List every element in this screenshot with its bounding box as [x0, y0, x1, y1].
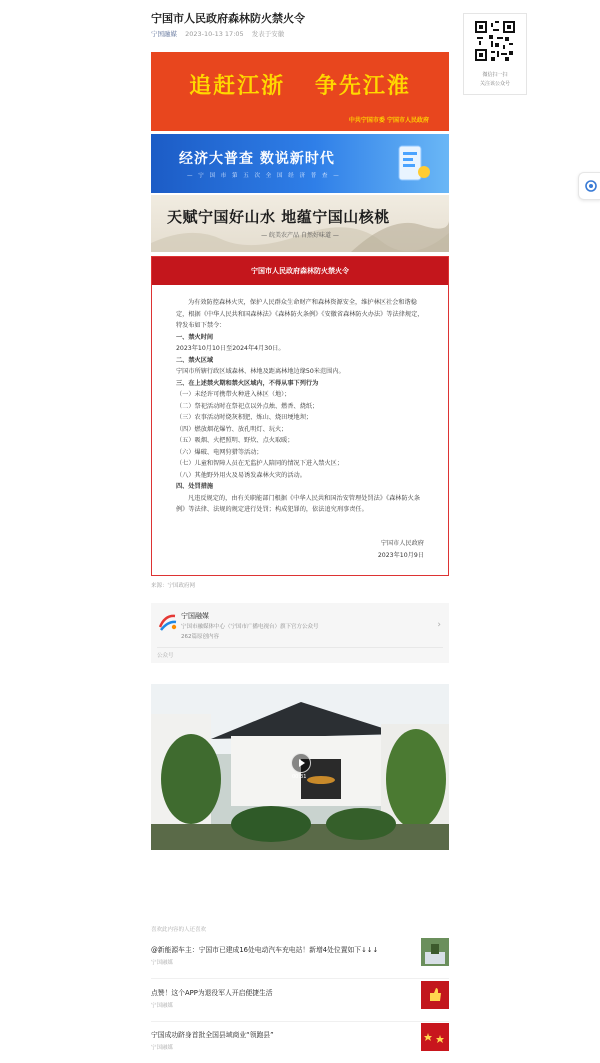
- side-float-button[interactable]: [578, 172, 600, 200]
- prohibited-item: （四）燃放烟花爆竹、放孔明灯、玩火；: [176, 425, 288, 433]
- section-penalty-title: 四、处罚措施: [176, 483, 214, 490]
- qr-code-icon: [475, 21, 515, 61]
- article-meta: [151, 29, 284, 38]
- section-area-text: 宁国市所辖行政区域森林、林地及距离林地边缘50米范围内。: [176, 368, 345, 375]
- notice-intro: 为有效防控森林火灾，保护人民群众生命财产和森林资源安全，维护林区社会和谐稳定，根据《中华人民共和国森林法》《森林防火条例》《安徽省森林防火办法》等法律规定，特发布如下禁令：: [176, 299, 424, 329]
- banner-slogan-right: 争先江淮: [314, 73, 411, 99]
- divider: [151, 1021, 449, 1022]
- prohibited-item: （三）农事活动时烧灰积肥、炼山、烧田埂地坝；: [176, 414, 313, 421]
- article-title: 宁国市人民政府森林防火禁火令: [151, 12, 305, 25]
- recommend-thumbnail: [421, 938, 449, 966]
- recommend-title: @新能源车主：宁国市已建成16处电动汽车充电站！新增4处位置如下↓↓↓: [151, 946, 379, 954]
- section-area-title: 二、禁火区域: [176, 356, 214, 364]
- recommend-source: 宁国融媒: [151, 1003, 174, 1009]
- refresh-icon: [584, 179, 598, 193]
- fire-ban-notice: [151, 256, 449, 576]
- account-type-label: 公众号: [157, 653, 174, 659]
- banner-economic-census: [151, 134, 449, 193]
- banner-hickory-sub: — 皖美农产品 自然好味道 —: [261, 232, 339, 239]
- account-article-count: 262篇原创内容: [181, 634, 219, 640]
- recommend-source: 宁国融媒: [151, 960, 174, 966]
- notice-heading: 宁国市人民政府森林防火禁火令: [152, 257, 448, 285]
- section-time-title: 一、禁火时间: [176, 333, 214, 341]
- banner-census-title: 经济大普查 数说新时代: [179, 151, 335, 167]
- banner-zhejiang: [151, 52, 449, 131]
- prohibited-item: （八）其他野外用火及易诱发森林火灾的活动。: [176, 471, 306, 479]
- signature-date: 2023年10月9日: [377, 552, 424, 559]
- prohibited-item: （二）祭祀活动时在祭祀点以外点烛、燃香、烧纸；: [176, 402, 319, 410]
- recommend-thumbnail: [421, 1023, 449, 1051]
- notice-signature: [378, 538, 424, 562]
- video-duration: 00:31: [292, 774, 307, 780]
- section-time-text: 2023年10月10日至2024年4月30日。: [176, 345, 285, 352]
- publish-time: 2023-10-13 17:05: [185, 30, 244, 38]
- recommend-thumbnail: [421, 981, 449, 1009]
- banner-slogan-left: 追赶江浙: [189, 73, 286, 99]
- article-source: 来源：宁国政府网: [151, 583, 196, 589]
- qr-code-panel: [463, 13, 527, 95]
- qr-caption-scan: 微信扫一扫: [482, 72, 508, 78]
- account-profile-card[interactable]: [151, 603, 449, 663]
- account-link[interactable]: 宁国融媒: [151, 30, 177, 38]
- banner-hickory-nut: [151, 195, 449, 252]
- recommend-item[interactable]: [151, 1029, 449, 1063]
- census-illustration-icon: [395, 142, 431, 186]
- prohibited-item: （七）儿童和智障人员在无监护人陪同的情况下进入禁火区；: [176, 460, 344, 467]
- recommend-item[interactable]: [151, 944, 449, 978]
- recommend-heading: 喜欢此内容的人还喜欢: [151, 927, 207, 933]
- prohibited-item: （六）爆破、电网狩猎等活动；: [176, 448, 263, 456]
- divider: [157, 647, 443, 648]
- chevron-right-icon: ›: [437, 620, 441, 630]
- divider: [151, 978, 449, 979]
- video-player[interactable]: [151, 684, 449, 850]
- notice-body: [176, 297, 428, 516]
- play-button[interactable]: [291, 753, 311, 773]
- signature-org: 宁国市人民政府: [380, 540, 424, 547]
- publish-location: 发表于安徽: [251, 30, 285, 38]
- recommend-source: 宁国融媒: [151, 1045, 174, 1051]
- recommend-title: 宁国成功跻身首批全国县域商业“领跑县”: [151, 1031, 274, 1039]
- qr-caption-follow: 关注该公众号: [479, 81, 510, 87]
- account-logo-icon: [157, 611, 179, 633]
- account-name: 宁国融媒: [181, 612, 209, 620]
- recommend-item[interactable]: [151, 987, 449, 1021]
- section-penalty-text: 凡违反规定的，由有关职能部门根据《中华人民共和国治安管理处罚法》《森林防火条例》等法律、法规的规定进行处罚；构成犯罪的，依法追究刑事责任。: [176, 494, 421, 513]
- banner-signature: 中共宁国市委 宁国市人民政府: [348, 117, 429, 124]
- banner-census-sub: — 宁 国 市 第 五 次 全 国 经 济 普 查 —: [187, 173, 341, 179]
- prohibited-item: （五）吸烟、火把照明、野炊、点火取暖；: [176, 437, 294, 444]
- section-prohibited-title: 三、在上述禁火期和禁火区域内，不得从事下列行为: [176, 379, 319, 387]
- account-description: 宁国市融媒体中心（宁国市广播电视台）旗下官方公众号: [181, 624, 319, 630]
- prohibited-item: （一）未经许可携带火种进入林区（地）；: [176, 391, 291, 398]
- recommend-title: 点赞！这个APP为退役军人开启便捷生活: [151, 989, 273, 997]
- banner-hickory-title: 天赋宁国好山水 地蕴宁国山核桃: [167, 208, 390, 226]
